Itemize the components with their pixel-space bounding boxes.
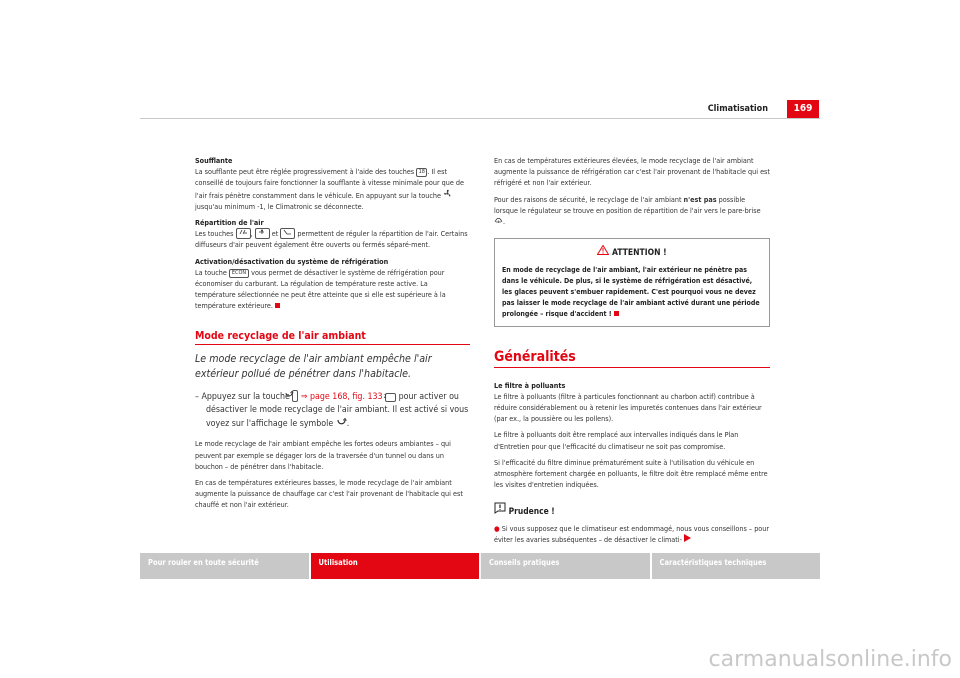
heading-repartition: Répartition de l'air (195, 218, 264, 228)
continue-arrow-icon (684, 535, 691, 544)
face-air-key-icon (255, 228, 270, 239)
warning-heading: ATTENTION ! (502, 245, 762, 259)
paragraph-refrigeration: La touche ECON vous permet de désactiver le système de réfrigération pour économiser du carburant. La régulation de température reste active. La température sélectionnée ne peut être atteinte que si elle est supérieure à la température extérieure. (195, 267, 446, 311)
paragraph-soufflante: La soufflante peut être réglée progressivement à l'aide des touches 18 . Il est conseillé de toujours faire fonctionner la soufflante à vitesse minimale pour que de l'air frais pénètre constamment dans le véhicule. En appuyant sur la touche jusqu'au minimum -1, le Climatronic se déconnecte. (195, 167, 464, 211)
foot-air-key-icon (280, 228, 295, 239)
section-intro: Le mode recyclage de l'air ambiant empêche l'air extérieur pollué de pénétrer dans l'habitacle. (195, 352, 432, 380)
fan-icon (443, 191, 452, 200)
footer-tab-conseils[interactable]: Conseils pratiques (481, 553, 650, 579)
bullet-icon: ● (494, 523, 500, 533)
section-end-mark (275, 303, 280, 308)
footer-tab-securite[interactable]: Pour rouler en toute sécurité (140, 553, 309, 579)
callout-badge-2: 2 (385, 393, 396, 402)
paragraph-filtre-2: Le filtre à polluants doit être remplacé aux intervalles indiqués dans le Plan d'Entretien pour que l'efficacité du climatiseur ne soit pas compromise. (494, 430, 739, 451)
heading-refrigeration: Activation/désactivation du système de réfrigération (195, 256, 389, 266)
paragraph-hot-weather: En cas de températures extérieures élevées, le mode recyclage de l'air ambiant augmente la puissance de réfrigération car c'est l'air provenant de l'habitacle qui est réfrigéré et non l'air extérieur. (494, 156, 770, 188)
windshield-air-key-icon (236, 228, 251, 239)
page-header-title: Climatisation (707, 104, 768, 114)
recirculation-key-icon (292, 390, 298, 402)
footer-tab-utilisation[interactable]: Utilisation (311, 553, 480, 579)
footer-tab-caracteristiques[interactable]: Caractéristiques techniques (652, 553, 821, 579)
footer-nav (140, 553, 820, 579)
paragraph-filtre-3: Si l'efficacité du filtre diminue prématurément suite à l'utilisation du véhicule en atmosphère fortement chargée en polluants, le filtre doit être remplacé même entre les visites d'entretien indiquées. (494, 457, 768, 490)
watermark: carmanualsonline.info (708, 647, 952, 672)
recirculation-symbol-icon (336, 419, 347, 429)
caution-heading: Prudence ! (494, 502, 770, 517)
heading-soufflante: Soufflante (195, 156, 233, 165)
callout-badge-18: 18 (416, 168, 427, 177)
left-column (195, 155, 470, 516)
paragraph-repartition: Les touches , et permettent de réguler la répartition de l'air. Certains diffuseurs d'air peuvent également être ouverts ou fermés séparé-ment. (195, 229, 468, 250)
section-end-mark (614, 311, 619, 316)
page-number: 169 (787, 100, 819, 118)
paragraph-filtre-1: Le filtre à polluants (filtre à particules fonctionnant au charbon actif) contribue à réduire considérablement ou à retenir les impuretés contenues dans l'air extérieur (par ex., la poussière ou les pollens). (494, 391, 762, 424)
page-reference-link[interactable]: ⇒ page 168, fig. 133 (300, 391, 383, 402)
econ-key: ECON (229, 269, 249, 278)
section-title-recyclage: Mode recyclage de l'air ambiant (195, 331, 470, 345)
heading-filtre: Le filtre à polluants (494, 380, 566, 390)
right-column (494, 155, 770, 550)
chapter-title-generalites: Généralités (494, 352, 770, 367)
caution-icon (494, 506, 506, 516)
paragraph-recyclage-2: En cas de températures extérieures basses, le mode recyclage de l'air ambiant augmente la puissance de chauffage car c'est l'air provenant de l'habitacle qui est chauffé et non l'air extérieur. (195, 477, 463, 510)
warning-box (494, 238, 770, 327)
action-step: – Appuyez sur la touche ⇒ page 168, fig. 133 2 pour activer ou désactiver le mode recyclage de l'air ambiant. Il est activé si vous voyez sur l'affichage le symbole . (195, 391, 469, 429)
paragraph-safety: Pour des raisons de sécurité, le recyclage de l'air ambiant n'est pas possible lorsque le régulateur se trouve en position de répartition de l'air vers le pare-brise . (494, 194, 761, 227)
caution-bullet-item: ● Si vous supposez que le climatiseur est endommagé, nous vous conseillons – pour éviter les avaries subséquentes – de désactiver le climati- (494, 523, 770, 544)
warning-body: En mode de recyclage de l'air ambiant, l'air extérieur ne pénètre pas dans le véhicule. De plus, si le système de réfrigération est désactivé, les glaces peuvent s'embuer rapidement. C'est pourquoi vous ne devez pas laisser le mode recyclage de l'air ambiant activé durant une période prolongée – risque d'accident ! (502, 266, 760, 319)
header-rule (140, 118, 820, 119)
windshield-fan-icon (494, 217, 503, 226)
paragraph-recyclage-1: Le mode recyclage de l'air ambiant empêche les fortes odeurs ambiantes – qui peuvent par exemple se dégager lors de la traversée d'un tunnel ou dans un bouchon – de pénétrer dans l'habitacle. (195, 439, 451, 471)
warning-triangle-icon (597, 248, 609, 258)
